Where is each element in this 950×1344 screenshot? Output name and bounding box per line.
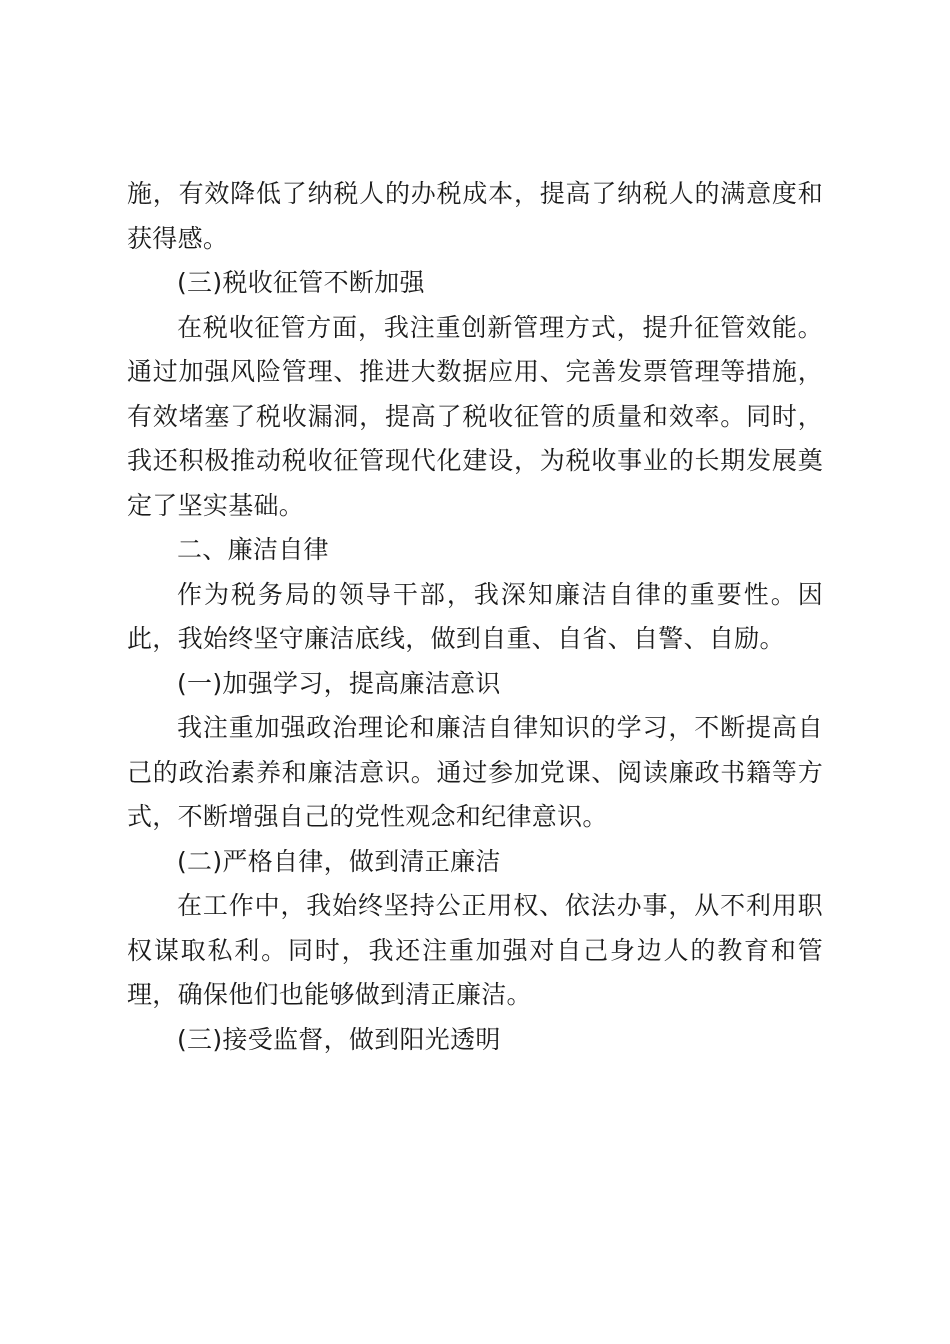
section-heading-tax-collection: (三)税收征管不断加强 (177, 268, 425, 297)
subheading-study: (一)加强学习，提高廉洁意识 (177, 668, 501, 698)
paragraph-continuation: 施，有效降低了纳税人的办税成本，提高了纳税人的满意度和获得感。 (127, 179, 823, 253)
document-body (127, 172, 823, 1062)
paragraph-integrity-intro: 作为税务局的领导干部，我深知廉洁自律的重要性。因此，我始终坚守廉洁底线，做到自重、自省、自警、自励。 (127, 579, 823, 653)
section-heading-integrity: 二、廉洁自律 (177, 535, 329, 564)
paragraph-tax-collection: 在税收征管方面，我注重创新管理方式，提升征管效能。通过加强风险管理、推进大数据应用、完善发票管理等措施，有效堵塞了税收漏洞，提高了税收征管的质量和效率。同时，我还积极推动税收征管现代化建设，为税收事业的长期发展奠定了坚实基础。 (127, 312, 823, 520)
paragraph-self-discipline: 在工作中，我始终坚持公正用权、依法办事，从不利用职权谋取私利。同时，我还注重加强对自己身边人的教育和管理，确保他们也能够做到清正廉洁。 (127, 891, 823, 1009)
paragraph-study: 我注重加强政治理论和廉洁自律知识的学习，不断提高自己的政治素养和廉洁意识。通过参加党课、阅读廉政书籍等方式，不断增强自己的党性观念和纪律意识。 (127, 713, 823, 831)
subheading-self-discipline: (二)严格自律，做到清正廉洁 (177, 846, 501, 876)
subheading-supervision: (三)接受监督，做到阳光透明 (177, 1024, 501, 1054)
